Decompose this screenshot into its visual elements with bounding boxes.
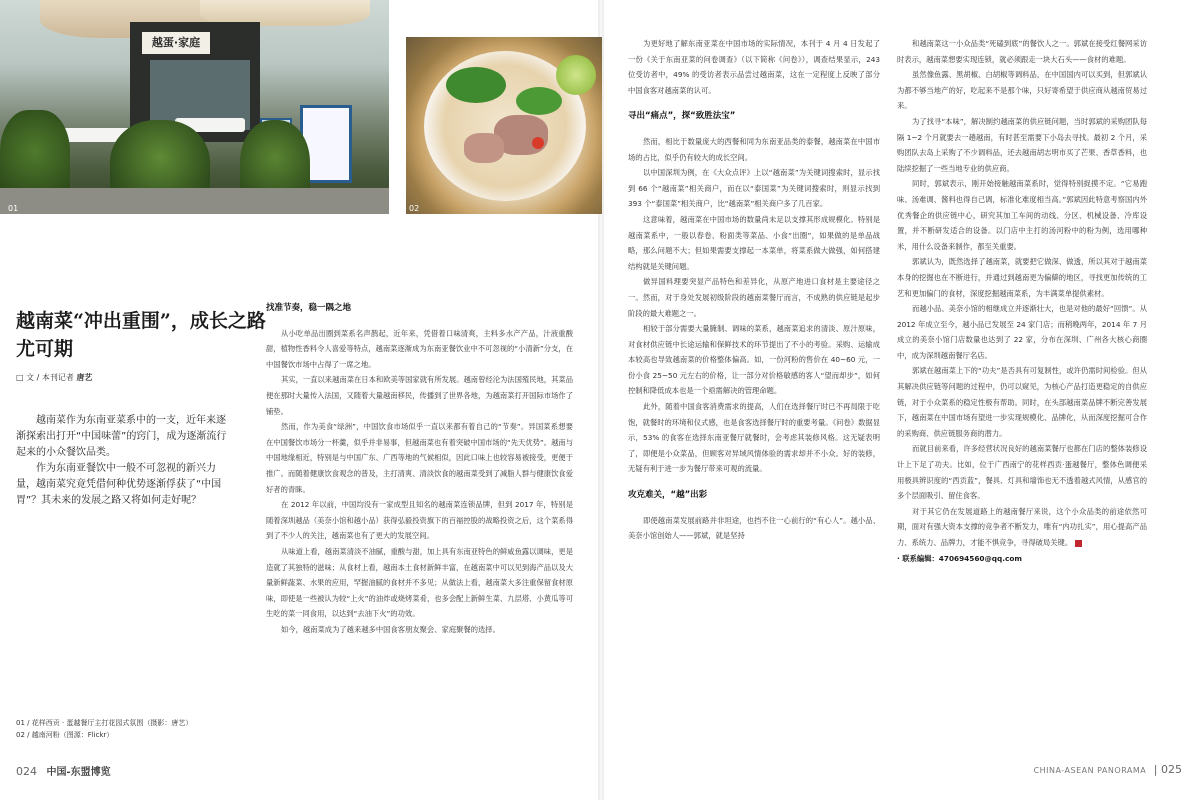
page-number: 025	[1161, 763, 1182, 776]
caption-2: 02 / 越南河粉（图源：Flickr）	[16, 731, 114, 739]
body-paragraph: 郭斌在越南菜上下的“功夫”是否具有可复制性，或许仍需时间检验。但从其解决供应链等问题的过程中，仍可以窥见，为核心产品打造更稳定的自供应链，对于小众菜系的稳定性极有帮助。同时，在头部越南菜品牌不断完善发展下，越南菜在中国市场有望进一步实现规模化、品牌化，从而深度挖掘可合作的采购商、供应链服务商的潜力。	[897, 366, 1147, 438]
article-intro	[16, 413, 230, 509]
magazine-name: 中国-东盟博览	[46, 767, 111, 778]
body-paragraph: 然而，作为美食“绿洲”，中国饮食市场似乎一直以来都有着自己的“节奏”。异国菜系想要在中国餐饮市场分一杯羹，似乎并非易事，但越南菜也有着突破中国市场的“先天优势”。越南与中国地缘相近，特别是与中国广东、广西等地的气候相似，因此口味上也较容易被接受，更便于推广。而随着健康饮食观念的普及，主打清爽、清淡饮食的越南菜受到了减脂人群与健康饮食爱好者的青睐。	[266, 422, 573, 494]
lime-shape	[556, 55, 596, 95]
body-paragraph: 从小吃单品出圈到菜系名声鹊起，近年来，凭借着口味清爽，主料多水产产品，汁液重酸甜，植物性香料令人喜爱等特点，越南菜逐渐成为东南亚餐饮业中不可忽视的“小清新”分支，在中国餐饮市场中占得了一席之地。	[266, 328, 573, 369]
folio-separator: |	[1153, 763, 1158, 776]
intro-paragraph: 越南菜作为东南亚菜系中的一支，近年来逐渐探索出打开“中国味蕾”的窍门，成为逐渐流行起来的小众餐饮品类。	[16, 415, 227, 458]
byline-prefix: □ 文 / 本刊记者	[16, 373, 74, 382]
page-number: 024	[16, 765, 37, 778]
section-heading: 攻克难关，“越”出彩	[628, 490, 708, 501]
author-name: 唐艺	[76, 373, 93, 382]
pho-photo	[406, 37, 602, 214]
article-title: 越南菜“冲出重围”，成长之路尤可期	[16, 310, 266, 360]
restaurant-photo	[0, 0, 389, 214]
body-paragraph: 从味道上看，越南菜清淡不油腻，重酸与甜，加上具有东南亚特色的鲜咸鱼露以调味，更是造就了其独特的滋味；从食材上看，越南本土食材新鲜丰富，在越南菜中可以见到海产品以及大量新鲜蔬菜、水果的应用，罕握油腻的食材并不多见；从做法上看，越南菜大多注重保留食材原味，即使是一些被认为较“上火”的油炸或烧烤菜肴，也多会配上新鲜生菜、九层塔、小黄瓜等可生吃的菜一同食用，以达到“去油下火”的功效。	[266, 546, 573, 619]
body-paragraph: 郭斌认为，既然选择了越南菜，就要把它做深、做透，所以其对于越南菜本身的挖掘也在不断进行，并通过到越南更为偏僻的地区，寻找更加传统的工艺和更加偏门的食材，深度挖掘越南菜系，为丰满菜单提供素材。	[897, 257, 1147, 298]
ground-shape	[0, 188, 389, 214]
body-paragraph: 为了找寻“本味”，解决制约越南菜的供应链问题，当时郭斌的采购团队每隔 1~2 个月就要去一趟越南，有时甚至需要下小岛去寻找。最初 2 个月，采购团队去岛上采购了不少调料品，还去越南胡志明市买了芒果、香草香料，也陆续挖掘了一些当地专业的供应商。	[897, 116, 1147, 173]
body-paragraph: 其实，一直以来越南菜在日本和欧美等国家就有所发展。越南曾经沦为法国殖民地，其菜品便在那时大量传入法国，又随着大量越南移民，传播到了世界各地，为越南菜打开国际市场作了铺垫。	[266, 375, 573, 416]
photo-number: 02	[409, 204, 420, 213]
herb-shape	[446, 67, 506, 103]
body-paragraph: 以中国深圳为例，在《大众点评》上以“越南菜”为关键词搜索时，显示找到 66 个“越南菜”相关商户，而在以“泰国菜”为关键词搜索时，则显示找到 393 个“泰国菜”相关商户，比“越南菜”相关商户多了几百家。	[628, 168, 880, 209]
section-heading: 找准节奏，稳一隅之地	[266, 303, 352, 313]
body-paragraph: 在 2012 年以前，中国均没有一家成型且知名的越南菜连锁品牌，但到 2017 年，特别是随着深圳越品（美奈小馆和越小品）获得弘毅投资旗下的百福控股的战略投资之后，这个菜系得到了不少人的关注，越南菜也有了更大的发展空间。	[266, 500, 573, 541]
editor-contact[interactable]: · 联系编辑：470694560@qq.com	[897, 553, 1022, 563]
body-paragraph: 而越小品、美奈小馆的相继成立并逐渐壮大，也是对他的最好“回馈”。从 2012 年成立至今，越小品已发展至 24 家门店；而稍晚两年，2014 年 7 月成立的美奈小馆门店数量也达到了 22 家，分布在深圳、广州各大核心商圈中，成为深圳越南餐厅名店。	[897, 304, 1147, 360]
body-column-2	[628, 36, 880, 544]
caption-1: 01 / 花样西贡 · 蛋越餐厅主打花园式氛围（摄影：唐艺）	[16, 719, 193, 727]
body-paragraph: 如今，越南菜成为了越来越多中国食客朋友聚会、家庭聚餐的选择。	[281, 624, 500, 634]
body-text: 对于其它仍在发展道路上的越南餐厅来说，这个小众品类的前途依然可期，面对有强大资本支撑的竞争者不断发力，唯有“内功扎实”，用心提高产品力、系统力、品牌力，才能不惧竞争，寻得破局关键。	[897, 506, 1147, 547]
body-paragraph: 即使越南菜发展前路并非坦途，也挡不住一心前行的“有心人”。越小品、美奈小馆创始人——郭斌，就是坚持	[628, 515, 880, 541]
restaurant-sign: 越蛋·家庭	[142, 32, 210, 54]
photo-captions	[16, 717, 192, 741]
body-paragraph: 为更好地了解东南亚菜在中国市场的实际情况，本刊于 4 月 4 日发起了一份《关于东南亚菜的问卷调查》（以下简称《问卷》），调查结果显示，243 位受访者中，49% 的受访者表示品尝过越南菜，这在一定程度上反映了部分中国食客对越南菜的认可。	[628, 39, 880, 95]
byline	[16, 372, 92, 383]
intro-paragraph: 作为东南亚餐饮中一般不可忽视的新兴力量，越南菜究竟凭借何种优势逐渐俘获了“中国胃”？其未来的发展之路又将如何走好呢？	[16, 463, 222, 506]
body-paragraph: 然而，相比于数量庞大的西餐和同为东南亚品类的泰餐，越南菜在中国市场的占比，似乎仍有较大的成长空间。	[628, 136, 880, 162]
body-paragraph: 此外，随着中国食客消费需求的提高，人们在选择餐厅时已不再局限于吃饱，就餐时的环境和仪式感，也是食客选择餐厅时的重要考量。《问卷》数据显示，53% 的食客在选择东南亚餐厅就餐时，会考虑其装修风格。这无疑表明了，即便是小众菜品，但顾客对异域风情体验的需求却并不小众。好的装修，无疑有利于进一步为餐厅带来可观的流量。	[628, 402, 880, 474]
body-paragraph: 做异国料理要突显产品特色和差异化，从原产地进口食材是主要途径之一。然而，对于身处发展初级阶段的越南菜餐厅而言，不成熟的供应链是起步阶段的最大难题之一。	[628, 277, 880, 318]
photo-number: 01	[8, 204, 19, 213]
body-paragraph: 相较于部分需要大量腌制、调味的菜系，越南菜追求的清淡、原汁原味，对食材供应链中长途运输和保鲜技术的环节提出了不小的考验。采购、运输成本较高也导致越南菜的价格整体偏高。如，一份河粉的售价在 40~60 元，一份小食 25~50 元左右的价格，让一部分对价格敏感的客人“望而却步”，如何控制和降低成本也是一个亟需解决的管理命题。	[628, 324, 880, 396]
body-column-1	[266, 301, 573, 637]
right-folio	[1034, 763, 1182, 776]
section-heading: 寻出“痛点”，探“致胜法宝”	[628, 111, 736, 122]
body-paragraph	[897, 504, 1147, 551]
left-folio	[16, 763, 111, 778]
body-paragraph: 和越南菜这一小众品类“死磕到底”的餐饮人之一。郭斌在接受红餐网采访时表示，越南菜想要实现连锁，就必须跟走一块大石头——食材的难题。	[897, 39, 1147, 64]
body-paragraph: 虽然像鱼露、黑胡椒、白胡椒等调料品，在中国国内可以买到，但郭斌认为都不够当地产的好，吃起来不是那个味，只好寄希望于供应商从越南贸易过来。	[897, 70, 1147, 111]
herb-shape	[516, 87, 562, 115]
body-paragraph: 这意味着，越南菜在中国市场的数量尚未足以支撑其形成规模化。特别是越南菜系中，一般以春卷、粉面类等菜品、小食“出圈”，如果做的是单品战略，那么问题不大；但如果需要支撑起一本菜单，将菜系做大做强，如何搭建结构就是关键问题。	[628, 214, 880, 271]
end-mark-icon	[1075, 540, 1082, 547]
body-column-3	[897, 36, 1147, 566]
body-paragraph: 同时，郭斌表示，刚开始接触越南菜系时，觉得特别捉摸不定。“它易跑味、汤难调、酱料也得自己调，标准化难度相当高。”郭斌因此特意考察国内外优秀餐企的供应链中心，研究其加工车间的动线、分区、机械设备、冷库设置，并不断研发适合的设备。以门店中主打的汤河粉中的粉为例，选用哪种米，用什么设备来制作，都至关重要。	[897, 179, 1147, 251]
body-paragraph: 而就目前来看，许多经营状况良好的越南菜餐厅也都在门店的整体装修设计上下足了功夫。比如，位于广西南宁的花样西贡·蛋越餐厅，整体色调便采用极具辨识度的“西贡蓝”，餐具、灯具和墙饰也无不透着越式风情，从感官的多个层面吸引、留住食客。	[897, 444, 1147, 501]
chili-shape	[532, 137, 544, 149]
beef-shape	[464, 133, 504, 163]
magazine-name-english: CHINA-ASEAN PANORAMA	[1033, 766, 1147, 775]
